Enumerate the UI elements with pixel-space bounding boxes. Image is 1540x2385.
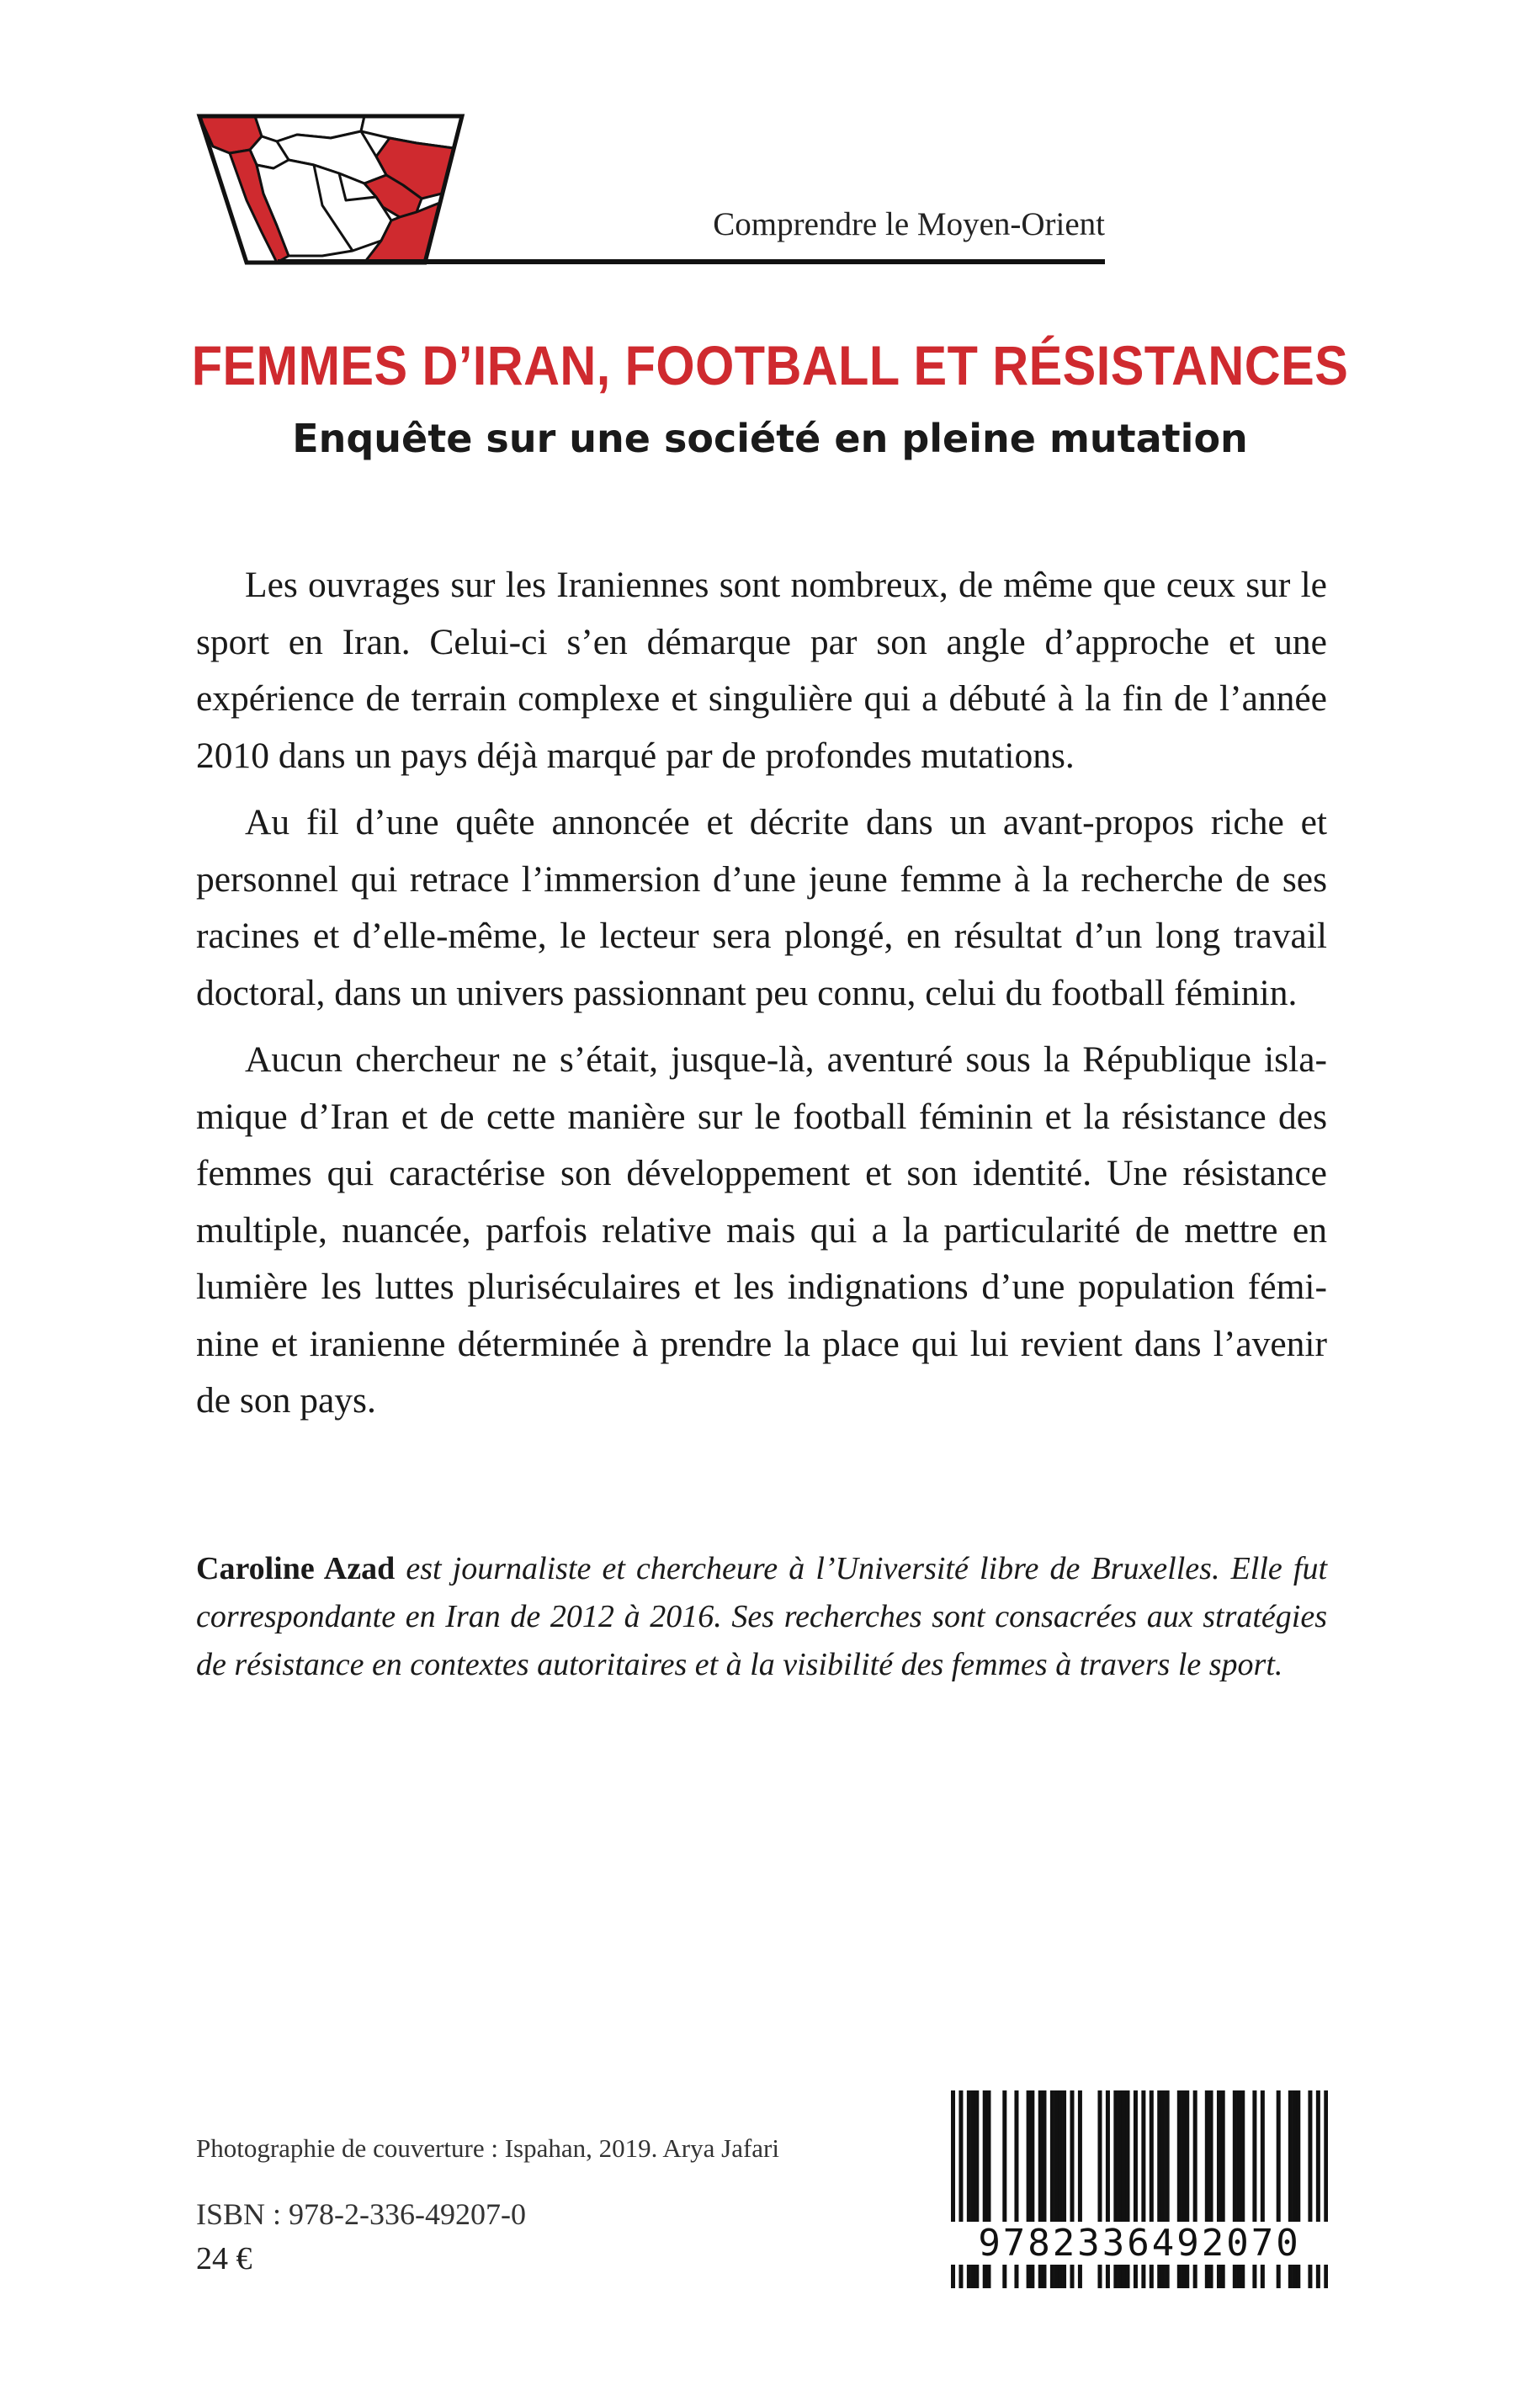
price: 24 €: [196, 2241, 252, 2276]
summary-paragraph-1: Les ouvrages sur les Iraniennes sont nombreux, de même que ceux sur le sport en Iran. Celui-ci s’en démarque par son angle d’approche et une expérience de terrain complexe et singulière qui a débuté à la fin de l’année 2010 dans un pays déjà marqué par de profondes mutations.: [196, 565, 1327, 776]
barcode-digits: 9782336492070: [951, 2222, 1328, 2265]
series-divider: [278, 259, 1105, 264]
summary-paragraph-2: Au fil d’une quête annoncée et décrite dans un avant-propos riche et personnel qui retrace l’immersion d’une jeune femme à la recherche de ses racines et d’elle-même, le lecteur sera plongé, en résultat d’un long travail doctoral, dans un univers passionnant peu connu, celui du football féminin.: [196, 802, 1327, 1013]
author-name: Caroline Azad: [196, 1551, 396, 1586]
middle-east-map-icon: [196, 113, 465, 266]
photo-credit: Photographie de couverture : Ispahan, 2019. Arya Jafari: [196, 2133, 779, 2163]
author-bio: [196, 1545, 1327, 1689]
book-title: FEMMES D’IRAN, FOOTBALL ET RÉSISTANCES: [191, 334, 1349, 396]
summary-paragraph-3: Aucun chercheur ne s’était, jusque-là, aventuré sous la République islamique d’Iran et de cette manière sur le football féminin et la résistance des femmes qui caractérise son développement et son identité. Une résistance multiple, nuancée, parfois relative mais qui a la particularité de mettre en lumière les luttes pluriséculaires et les indignations d’une population féminine et iranienne déterminée à prendre la place qui lui revient dans l’avenir de son pays.: [196, 1039, 1327, 1421]
series-name: Comprendre le Moyen-Orient: [713, 206, 1105, 242]
book-subtitle: Enquête sur une société en pleine mutation: [292, 416, 1248, 461]
author-description: est journaliste et chercheure à l’Université libre de Bruxelles. Elle fut correspondante en Iran de 2012 à 2016. Ses recherches sont consacrées aux stratégies de résistance en contextes autoritaires et à la visibilité des femmes à travers le sport.: [196, 1551, 1327, 1682]
summary-text: [196, 557, 1327, 1440]
isbn: ISBN : 978-2-336-49207-0: [196, 2197, 526, 2231]
